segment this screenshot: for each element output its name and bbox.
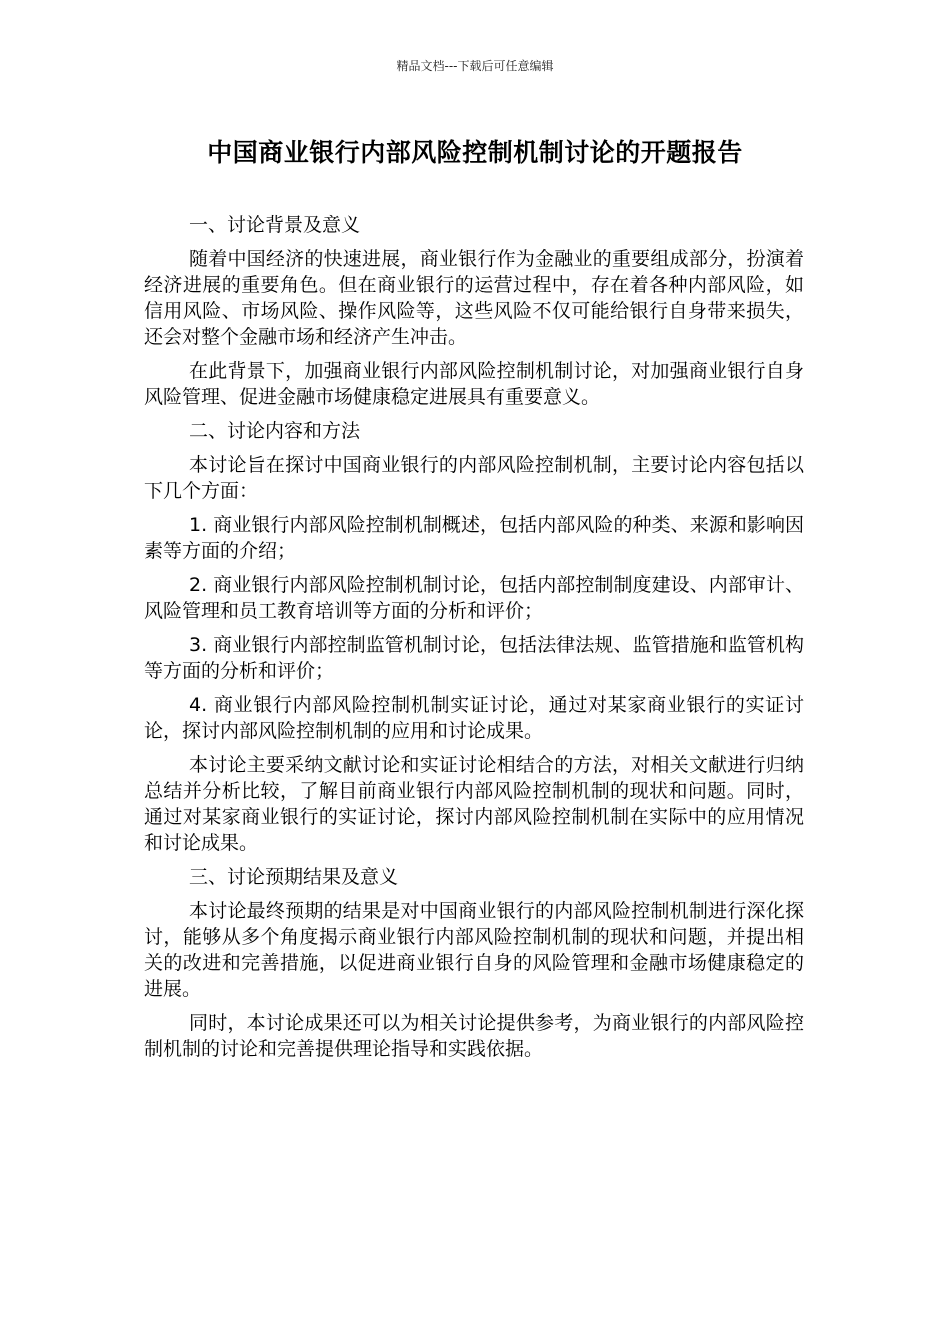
paragraph-method: 本讨论主要采纳文献讨论和实证讨论相结合的方法，对相关文献进行归纳总结并分析比较，了解目前商业银行内部风险控制机制的现状和问题。同时，通过对某家商业银行的实证讨论，探讨内部风险控制机制在实际中的应用情况和讨论成果。 (144, 754, 804, 854)
document-body (144, 212, 804, 1070)
list-item-1: 1. 商业银行内部风险控制机制概述，包括内部风险的种类、来源和影响因素等方面的介绍； (144, 514, 804, 562)
list-item-4: 4. 商业银行内部风险控制机制实证讨论，通过对某家商业银行的实证讨论，探讨内部风险控制机制的应用和讨论成果。 (144, 694, 804, 742)
list-item-2: 2. 商业银行内部风险控制机制讨论，包括内部控制制度建设、内部审计、风险管理和员工教育培训等方面的分析和评价； (144, 574, 804, 622)
section-heading-content-method: 二、讨论内容和方法 (189, 420, 361, 442)
document-title: 中国商业银行内部风险控制机制讨论的开题报告 (207, 138, 743, 167)
paragraph-expected-2: 同时，本讨论成果还可以为相关讨论提供参考，为商业银行的内部风险控制机制的讨论和完善提供理论指导和实践依据。 (144, 1012, 804, 1060)
paragraph-content-intro: 本讨论旨在探讨中国商业银行的内部风险控制机制，主要讨论内容包括以下几个方面： (144, 454, 804, 502)
paragraph-expected-1: 本讨论最终预期的结果是对中国商业银行的内部风险控制机制进行深化探讨，能够从多个角度揭示商业银行内部风险控制机制的现状和问题，并提出相关的改进和完善措施，以促进商业银行自身的风险管理和金融市场健康稳定的进展。 (144, 900, 804, 1000)
section-heading-expected-results: 三、讨论预期结果及意义 (189, 866, 399, 888)
list-item-3: 3. 商业银行内部控制监管机制讨论，包括法律法规、监管措施和监管机构等方面的分析和评价； (144, 634, 804, 682)
paragraph-background-2: 在此背景下，加强商业银行内部风险控制机制讨论，对加强商业银行自身风险管理、促进金融市场健康稳定进展具有重要意义。 (144, 360, 804, 408)
header-note: 精品文档---下载后可任意编辑 (396, 59, 554, 73)
paragraph-background-1: 随着中国经济的快速进展，商业银行作为金融业的重要组成部分，扮演着经济进展的重要角色。但在商业银行的运营过程中，存在着各种内部风险，如信用风险、市场风险、操作风险等，这些风险不仅可能给银行自身带来损失，还会对整个金融市场和经济产生冲击。 (144, 248, 804, 348)
section-heading-background: 一、讨论背景及意义 (189, 214, 361, 236)
